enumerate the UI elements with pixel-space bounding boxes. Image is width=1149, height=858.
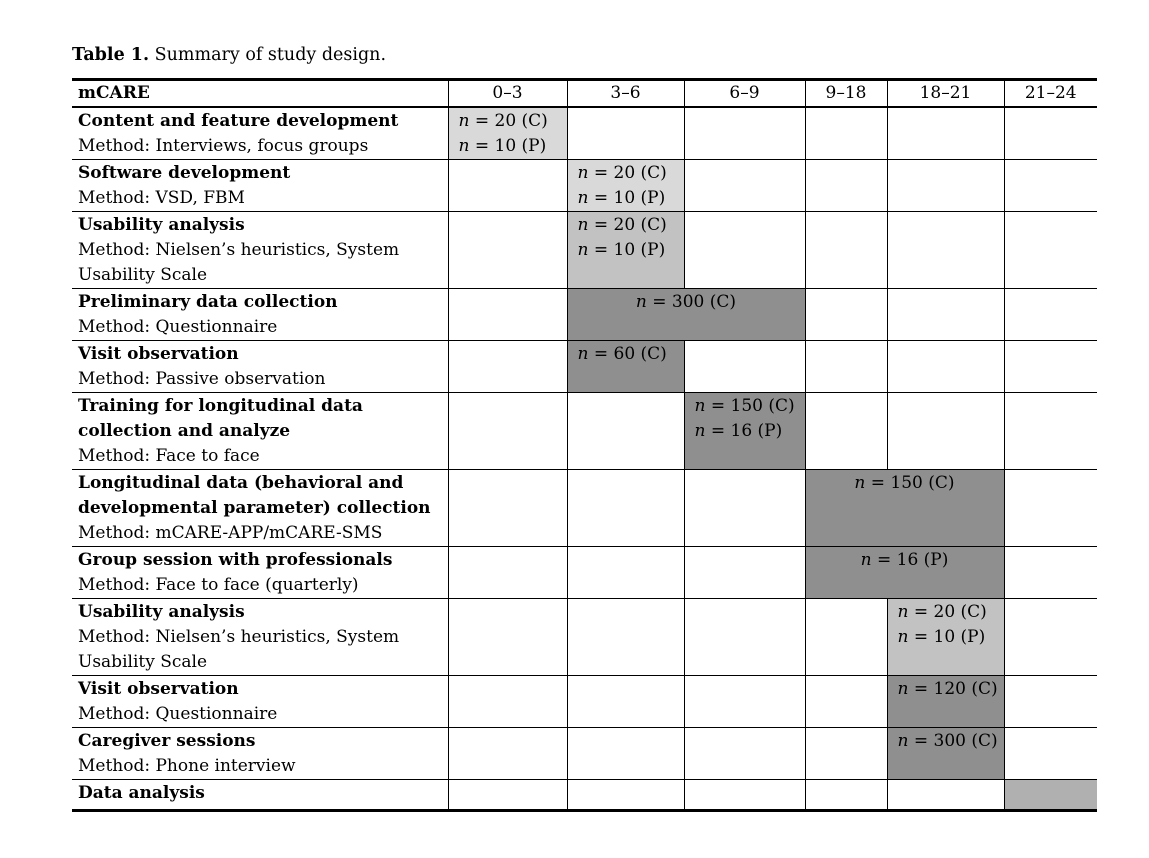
empty-cell <box>567 393 684 470</box>
empty-cell <box>805 289 887 341</box>
activity-method: Method: Passive observation <box>78 369 326 389</box>
empty-cell <box>1004 470 1097 547</box>
row-label <box>72 107 448 160</box>
activity-method: Method: Interviews, focus groups <box>78 136 369 156</box>
empty-cell <box>448 160 567 212</box>
empty-cell <box>684 160 805 212</box>
empty-cell <box>1004 160 1097 212</box>
header-period-6-9: 6–9 <box>684 80 805 108</box>
row-label <box>72 728 448 780</box>
empty-cell <box>1004 599 1097 676</box>
table-row <box>72 160 1097 212</box>
activity-name: Content and feature development <box>78 111 399 131</box>
table-row <box>72 599 1097 676</box>
sample-cell <box>887 676 1004 728</box>
activity-method: Method: Face to face <box>78 446 260 466</box>
activity-name: Longitudinal data (behavioral and <box>78 473 404 493</box>
empty-cell <box>448 547 567 599</box>
activity-name: Visit observation <box>78 344 239 364</box>
header-period-18-21: 18–21 <box>887 80 1004 108</box>
n-line: n = 150 (C) <box>694 396 795 416</box>
sample-cell <box>448 107 567 160</box>
empty-cell <box>805 393 887 470</box>
n-line: n = 20 (C) <box>577 163 667 183</box>
n-line: n = 16 (P) <box>860 550 949 570</box>
empty-cell <box>684 728 805 780</box>
empty-cell <box>805 728 887 780</box>
table-row <box>72 107 1097 160</box>
activity-method: Method: Questionnaire <box>78 317 278 337</box>
header-period-3-6: 3–6 <box>567 80 684 108</box>
empty-cell <box>567 599 684 676</box>
empty-cell <box>448 393 567 470</box>
table-row <box>72 676 1097 728</box>
n-line: n = 60 (C) <box>577 344 667 364</box>
row-label <box>72 160 448 212</box>
empty-cell <box>1004 728 1097 780</box>
empty-cell <box>805 780 887 811</box>
sample-cell <box>567 212 684 289</box>
n-line: n = 16 (P) <box>694 421 783 441</box>
sample-cell <box>567 160 684 212</box>
n-line: n = 10 (P) <box>897 627 986 647</box>
n-line: n = 10 (P) <box>577 240 666 260</box>
sample-cell-shaded-empty <box>1004 780 1097 811</box>
activity-name: Software development <box>78 163 291 183</box>
activity-name: Data analysis <box>78 783 205 803</box>
empty-cell <box>1004 547 1097 599</box>
n-line: n = 300 (C) <box>635 292 737 312</box>
row-label <box>72 547 448 599</box>
sample-cell-merged <box>567 289 805 341</box>
activity-method: Method: VSD, FBM <box>78 188 245 208</box>
empty-cell <box>887 160 1004 212</box>
empty-cell <box>448 341 567 393</box>
n-line: n = 150 (C) <box>854 473 955 493</box>
empty-cell <box>567 107 684 160</box>
empty-cell <box>887 341 1004 393</box>
row-label <box>72 289 448 341</box>
empty-cell <box>1004 676 1097 728</box>
empty-cell <box>1004 107 1097 160</box>
activity-name: Training for longitudinal data <box>78 396 363 416</box>
header-row <box>72 80 1097 108</box>
empty-cell <box>448 728 567 780</box>
sample-cell-merged <box>805 547 1004 599</box>
empty-cell <box>805 676 887 728</box>
activity-method: Method: Nielsen’s heuristics, System <box>78 627 400 647</box>
table-row <box>72 780 1097 811</box>
empty-cell <box>448 780 567 811</box>
row-label <box>72 393 448 470</box>
activity-method: Method: Face to face (quarterly) <box>78 575 359 595</box>
empty-cell <box>567 547 684 599</box>
empty-cell <box>805 341 887 393</box>
empty-cell <box>887 107 1004 160</box>
empty-cell <box>684 676 805 728</box>
empty-cell <box>805 599 887 676</box>
empty-cell <box>567 780 684 811</box>
activity-name: Group session with professionals <box>78 550 393 570</box>
sample-cell-merged <box>805 470 1004 547</box>
empty-cell <box>567 676 684 728</box>
empty-cell <box>887 393 1004 470</box>
empty-cell <box>684 107 805 160</box>
sample-cell <box>567 341 684 393</box>
empty-cell <box>805 107 887 160</box>
activity-name: developmental parameter) collection <box>78 498 431 518</box>
activity-method: Usability Scale <box>78 265 208 285</box>
activity-name: Usability analysis <box>78 602 245 622</box>
n-line: n = 10 (P) <box>458 136 547 156</box>
empty-cell <box>1004 212 1097 289</box>
table-title: Summary of study design. <box>149 45 387 65</box>
empty-cell <box>684 599 805 676</box>
n-line: n = 20 (C) <box>577 215 667 235</box>
empty-cell <box>684 341 805 393</box>
study-design-table <box>72 78 1097 812</box>
empty-cell <box>448 212 567 289</box>
table-row <box>72 341 1097 393</box>
empty-cell <box>684 212 805 289</box>
n-line: n = 20 (C) <box>897 602 987 622</box>
empty-cell <box>1004 341 1097 393</box>
n-line: n = 300 (C) <box>897 731 998 751</box>
empty-cell <box>805 160 887 212</box>
empty-cell <box>684 470 805 547</box>
empty-cell <box>684 547 805 599</box>
table-row <box>72 212 1097 289</box>
empty-cell <box>567 728 684 780</box>
row-label <box>72 676 448 728</box>
row-label <box>72 599 448 676</box>
n-line: n = 120 (C) <box>897 679 998 699</box>
row-label <box>72 470 448 547</box>
table-caption <box>72 44 386 66</box>
row-label <box>72 780 448 811</box>
empty-cell <box>448 599 567 676</box>
table-row <box>72 547 1097 599</box>
n-line: n = 20 (C) <box>458 111 548 131</box>
table-number: Table 1. <box>72 45 150 65</box>
empty-cell <box>448 470 567 547</box>
empty-cell <box>448 289 567 341</box>
activity-name: collection and analyze <box>78 421 291 441</box>
empty-cell <box>684 780 805 811</box>
activity-name: Usability analysis <box>78 215 245 235</box>
activity-method: Method: Phone interview <box>78 756 296 776</box>
activity-name: Preliminary data collection <box>78 292 338 312</box>
table-row <box>72 393 1097 470</box>
table-row <box>72 289 1097 341</box>
empty-cell <box>887 780 1004 811</box>
header-period-9-18: 9–18 <box>805 80 887 108</box>
header-mcare: mCARE <box>72 80 448 108</box>
sample-cell <box>887 728 1004 780</box>
sample-cell <box>887 599 1004 676</box>
empty-cell <box>887 212 1004 289</box>
row-label <box>72 212 448 289</box>
activity-name: Caregiver sessions <box>78 731 256 751</box>
empty-cell <box>805 212 887 289</box>
empty-cell <box>448 676 567 728</box>
sample-cell <box>684 393 805 470</box>
table-row <box>72 728 1097 780</box>
row-label <box>72 341 448 393</box>
activity-method: Method: Questionnaire <box>78 704 278 724</box>
activity-method: Method: Nielsen’s heuristics, System <box>78 240 400 260</box>
empty-cell <box>567 470 684 547</box>
header-period-0-3: 0–3 <box>448 80 567 108</box>
table-row <box>72 470 1097 547</box>
n-line: n = 10 (P) <box>577 188 666 208</box>
empty-cell <box>1004 393 1097 470</box>
activity-method: Method: mCARE-APP/mCARE-SMS <box>78 523 383 543</box>
empty-cell <box>887 289 1004 341</box>
activity-name: Visit observation <box>78 679 239 699</box>
empty-cell <box>1004 289 1097 341</box>
header-period-21-24: 21–24 <box>1004 80 1097 108</box>
activity-method: Usability Scale <box>78 652 208 672</box>
